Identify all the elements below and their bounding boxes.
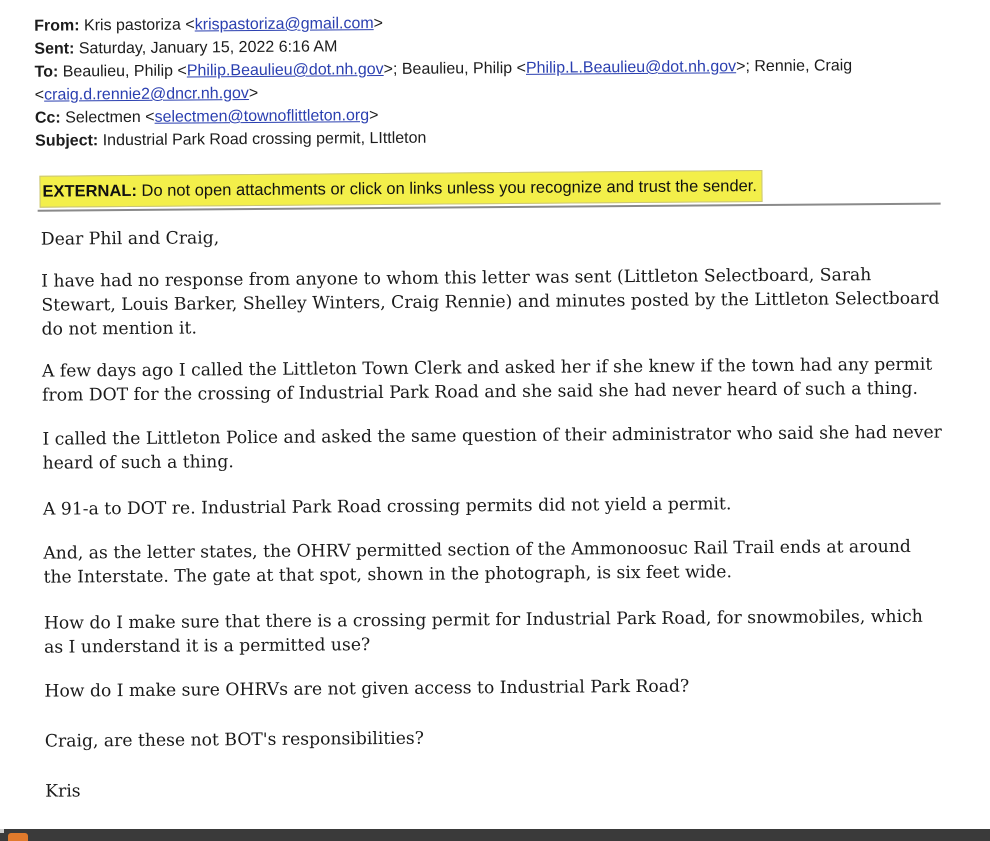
from-email-link[interactable]: krispastoriza@gmail.com — [194, 15, 374, 34]
signature: Kris — [45, 781, 81, 802]
to-separator-1: >; Beaulieu, Philip < — [383, 59, 527, 78]
subject-label: Subject: — [35, 132, 99, 150]
greeting: Dear Phil and Craig, — [40, 228, 220, 250]
external-warning-text: Do not open attachments or click on links unless you recognize and trust the sender. — [136, 177, 757, 200]
to-email-link-2[interactable]: Philip.L.Beaulieu@dot.nh.gov — [525, 58, 737, 77]
body-paragraph-1: I have had no response from anyone to whom this letter was sent (Littleton Selectboard, Sarah Stewart, Louis Barker, Shelley Winters, Craig Rennie) and minutes posted by the Littleton Selectboard do not mention it. — [41, 265, 940, 340]
to-name-1: Beaulieu, Philip < — [62, 62, 187, 81]
cc-name: Selectmen < — [65, 108, 155, 127]
cc-close: > — [369, 107, 379, 125]
to-close-3: > — [248, 84, 259, 103]
from-close: > — [373, 14, 384, 33]
to-email-link-1[interactable]: Philip.Beaulieu@dot.nh.gov — [186, 60, 384, 80]
email-body — [40, 221, 946, 802]
to-separator-2: >; Rennie, Craig — [736, 57, 853, 76]
to-open-3: < — [34, 86, 45, 104]
body-paragraph-7: How do I make sure OHRVs are not given access to Industrial Park Road? — [44, 676, 690, 702]
cc-label: Cc: — [34, 109, 61, 127]
taskbar-corner-mark — [0, 829, 4, 833]
to-email-link-3[interactable]: craig.d.rennie2@dncr.nh.gov — [44, 85, 249, 104]
external-label: EXTERNAL: — [42, 181, 137, 201]
body-paragraph-5: And, as the letter states, the OHRV permitted section of the Ammonoosuc Rail Trail ends at around the Interstate. The gate at that spot, shown in the photograph, is six feet wide. — [43, 536, 911, 588]
cc-email-link[interactable]: selectmen@townoflittleton.org — [154, 107, 370, 126]
taskbar-app-icon[interactable] — [8, 833, 28, 841]
from-label: From: — [34, 17, 80, 35]
sent-label: Sent: — [34, 40, 75, 58]
body-paragraph-8: Craig, are these not BOT's responsibilities? — [44, 728, 424, 752]
body-paragraph-4: A 91-a to DOT re. Industrial Park Road crossing permits did not yield a permit. — [42, 494, 732, 520]
subject-value: Industrial Park Road crossing permit, LIttleton — [102, 129, 427, 150]
to-label: To: — [34, 63, 59, 81]
body-paragraph-3: I called the Littleton Police and asked the same question of their administrator who said she had never heard of such a thing. — [42, 422, 942, 474]
email-header-block — [34, 8, 935, 153]
external-warning-banner — [39, 170, 763, 208]
sent-value: Saturday, January 15, 2022 6:16 AM — [78, 38, 338, 58]
body-paragraph-6: How do I make sure that there is a crossing permit for Industrial Park Road, for snowmobiles, which as I understand it is a permitted use? — [43, 606, 923, 658]
body-paragraph-2: A few days ago I called the Littleton Town Clerk and asked her if she knew if the town had any permit from DOT for the crossing of Industrial Park Road and she said she had never heard of such a thing. — [41, 354, 933, 406]
from-name: Kris pastoriza < — [83, 16, 195, 35]
taskbar-strip — [0, 829, 990, 841]
